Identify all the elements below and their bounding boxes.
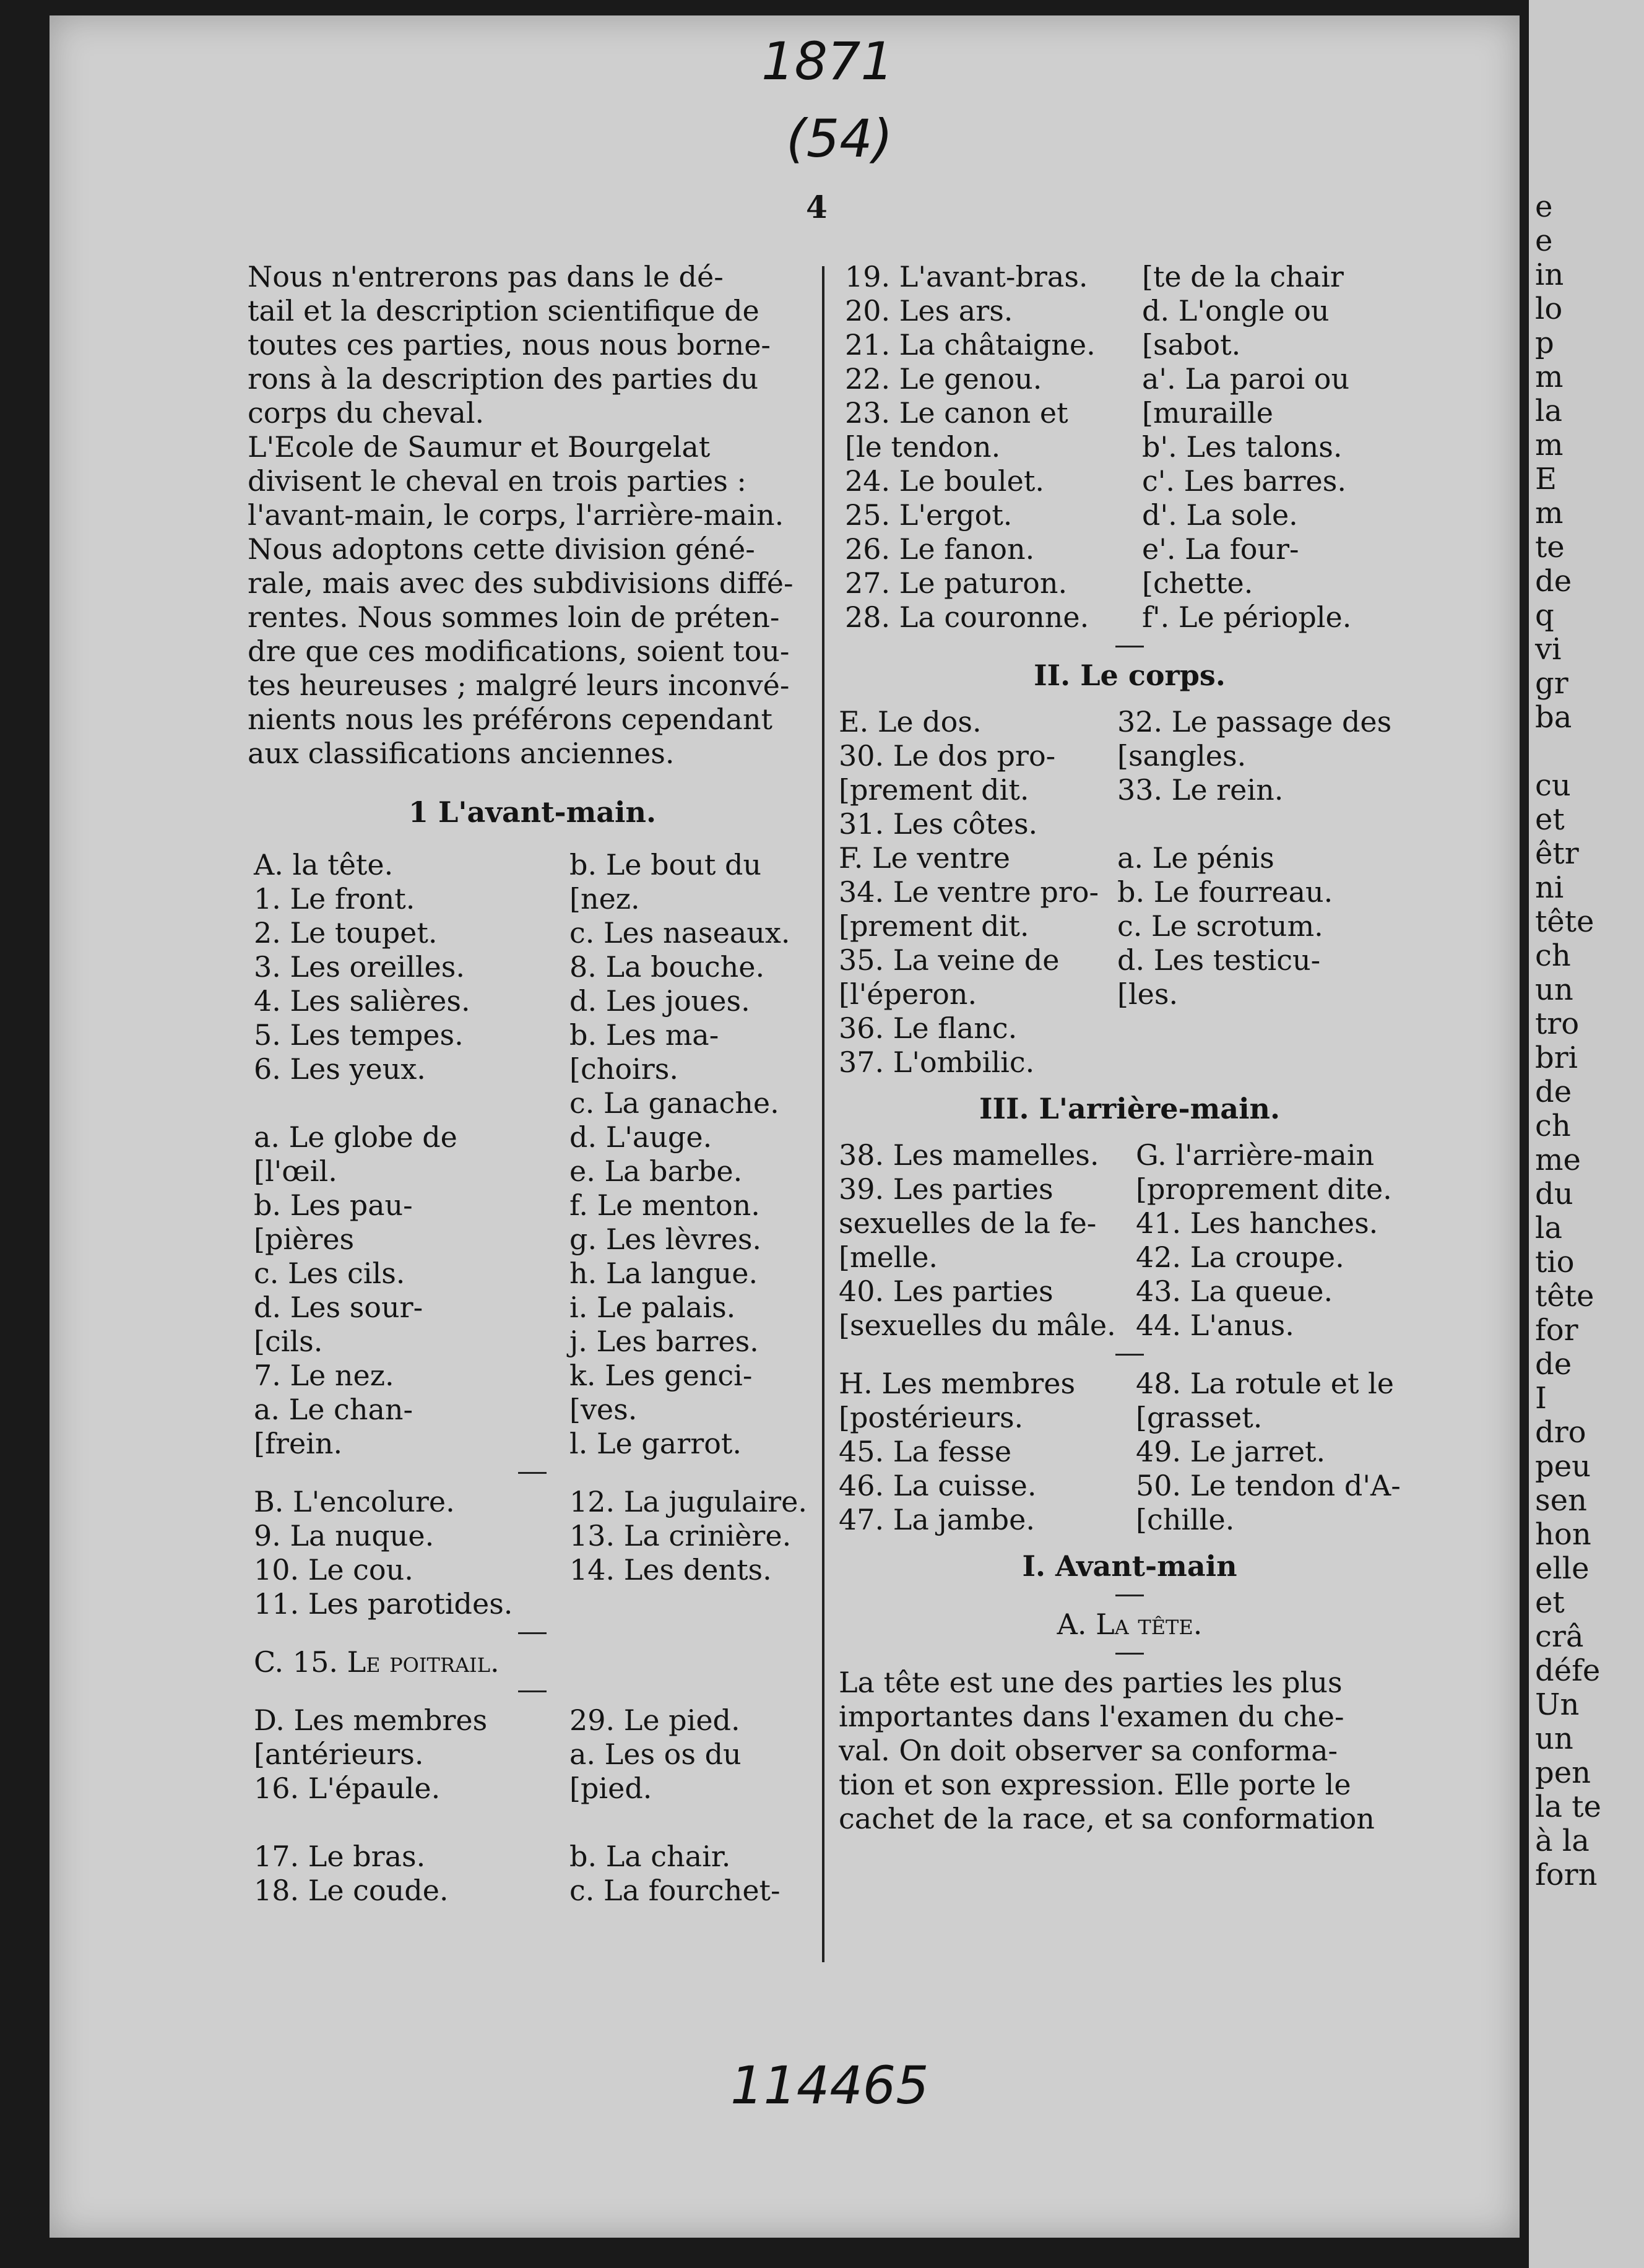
left-entry: 10. Le cou. bbox=[254, 1553, 413, 1586]
left-entry: 20. Les ars. bbox=[845, 294, 1013, 327]
left-entry: 36. Le flanc. bbox=[839, 1011, 1018, 1045]
facing-page-fragment: forn bbox=[1535, 1858, 1598, 1892]
right-entry: a'. La paroi ou bbox=[1142, 362, 1350, 396]
intro-line: dre que ces modifications, soient tou- bbox=[248, 634, 790, 668]
tete-paragraph bbox=[839, 1666, 1421, 1836]
intro-line: corps du cheval. bbox=[248, 396, 485, 430]
facing-page-fragment: ch bbox=[1535, 1109, 1571, 1143]
left-entry: [postérieurs. bbox=[839, 1401, 1024, 1434]
list-row bbox=[839, 260, 1421, 294]
right-entry: g. Les lèvres. bbox=[569, 1223, 762, 1256]
right-entry: 43. La queue. bbox=[1136, 1275, 1333, 1308]
intro-line: toutes ces parties, nous nous borne- bbox=[248, 328, 771, 361]
list-row bbox=[839, 430, 1421, 464]
list-row bbox=[248, 1359, 817, 1393]
right-entry: d. Les testicu- bbox=[1117, 943, 1321, 977]
arriere-list bbox=[839, 1138, 1421, 1343]
right-entry: 42. La croupe. bbox=[1136, 1240, 1344, 1274]
list-row bbox=[839, 1435, 1421, 1469]
facing-page-fragment: de bbox=[1535, 1347, 1572, 1382]
left-entry: d. Les sour- bbox=[254, 1291, 423, 1324]
tete-line: val. On doit observer sa conforma- bbox=[839, 1734, 1338, 1767]
facing-page-fragment: la bbox=[1535, 394, 1562, 428]
left-entry: 1. Le front. bbox=[254, 882, 415, 915]
facing-page-fragment: in bbox=[1535, 258, 1564, 292]
list-row bbox=[248, 1772, 817, 1806]
handwritten-bracket: (54) bbox=[786, 108, 893, 169]
divider-dash bbox=[1115, 646, 1144, 647]
left-entry: [cils. bbox=[254, 1325, 323, 1358]
left-entry: 37. L'ombilic. bbox=[839, 1045, 1035, 1079]
col2-top-list bbox=[839, 260, 1421, 634]
intro-line: tail et la description scientifique de bbox=[248, 294, 759, 327]
intro-line: divisent le cheval en trois parties : bbox=[248, 464, 746, 498]
list-row bbox=[248, 1086, 817, 1120]
facing-page-fragment: tête bbox=[1535, 1279, 1594, 1314]
list-row bbox=[839, 977, 1421, 1011]
left-entry: c. Les cils. bbox=[254, 1257, 405, 1290]
facing-page-fragment: I bbox=[1535, 1381, 1547, 1416]
tete-line: cachet de la race, et sa conformation bbox=[839, 1802, 1375, 1835]
left-entry: [prement dit. bbox=[839, 909, 1029, 943]
heading-avant-main: 1 L'avant-main. bbox=[409, 795, 656, 829]
list-row bbox=[839, 1469, 1421, 1503]
intro-line: L'Ecole de Saumur et Bourgelat bbox=[248, 430, 711, 464]
facing-page-fragment: e bbox=[1535, 189, 1553, 224]
list-row bbox=[839, 1503, 1421, 1537]
heading-arriere: III. L'arrière-main. bbox=[979, 1092, 1281, 1125]
facing-page-fragment: bri bbox=[1535, 1041, 1578, 1075]
intro-line: l'avant-main, le corps, l'arrière-main. bbox=[248, 498, 784, 532]
list-row bbox=[839, 1011, 1421, 1045]
right-entry: [chille. bbox=[1136, 1503, 1235, 1536]
left-entry: 35. La veine de bbox=[839, 943, 1060, 977]
intro-line: aux classifications anciennes. bbox=[248, 737, 675, 770]
divider-dash bbox=[518, 1632, 547, 1634]
right-entry: [choirs. bbox=[569, 1052, 678, 1086]
section-c: C. 15. Le poitrail. bbox=[254, 1645, 500, 1679]
right-entry: [nez. bbox=[569, 882, 640, 915]
list-row bbox=[248, 1291, 817, 1325]
list-row bbox=[839, 807, 1421, 841]
section-d-list bbox=[248, 1703, 817, 1908]
facing-page-fragment: hon bbox=[1535, 1517, 1591, 1552]
list-row bbox=[248, 1120, 817, 1154]
list-row bbox=[839, 1172, 1421, 1206]
list-row bbox=[248, 1519, 817, 1553]
heading-a-tete: A. La tête. bbox=[1057, 1608, 1203, 1641]
right-entry: 14. Les dents. bbox=[569, 1553, 772, 1586]
right-entry: 50. Le tendon d'A- bbox=[1136, 1469, 1401, 1502]
left-entry: sexuelles de la fe- bbox=[839, 1206, 1097, 1240]
left-entry: 21. La châtaigne. bbox=[845, 328, 1096, 361]
intro-line: Nous n'entrerons pas dans le dé- bbox=[248, 260, 724, 293]
right-entry: 12. La jugulaire. bbox=[569, 1485, 808, 1518]
left-entry: 24. Le boulet. bbox=[845, 464, 1044, 498]
list-row bbox=[248, 1703, 817, 1738]
tete-line: tion et son expression. Elle porte le bbox=[839, 1768, 1351, 1801]
list-row bbox=[248, 1052, 817, 1086]
left-entry: 28. La couronne. bbox=[845, 600, 1089, 634]
list-row bbox=[248, 882, 817, 916]
list-row bbox=[248, 1427, 817, 1461]
left-entry: 16. L'épaule. bbox=[254, 1772, 441, 1805]
right-entry: j. Les barres. bbox=[569, 1325, 759, 1358]
list-row bbox=[839, 396, 1421, 430]
list-row bbox=[839, 294, 1421, 328]
list-row bbox=[839, 532, 1421, 566]
right-entry: c'. Les barres. bbox=[1142, 464, 1346, 498]
list-row bbox=[248, 1738, 817, 1772]
facing-page-fragment: pen bbox=[1535, 1755, 1591, 1790]
page-number: 4 bbox=[806, 189, 828, 225]
right-entry: a. Les os du bbox=[569, 1738, 742, 1771]
left-entry: [l'éperon. bbox=[839, 977, 977, 1011]
divider-dash bbox=[518, 1472, 547, 1474]
right-entry: [les. bbox=[1117, 977, 1179, 1011]
right-entry: G. l'arrière-main bbox=[1136, 1138, 1375, 1172]
left-entry: E. Le dos. bbox=[839, 705, 982, 738]
left-entry: 26. Le fanon. bbox=[845, 532, 1035, 566]
left-entry: 38. Les mamelles. bbox=[839, 1138, 1099, 1172]
left-entry: 5. Les tempes. bbox=[254, 1018, 464, 1052]
list-row bbox=[248, 1806, 817, 1840]
list-row bbox=[839, 705, 1421, 739]
corps-list bbox=[839, 705, 1421, 1080]
right-column bbox=[839, 260, 1421, 1836]
left-entry: 11. Les parotides. bbox=[254, 1587, 513, 1621]
left-entry: 40. Les parties bbox=[839, 1275, 1053, 1308]
handwritten-year: 1871 bbox=[761, 31, 894, 92]
list-row bbox=[839, 1367, 1421, 1401]
left-entry: 45. La fesse bbox=[839, 1435, 1012, 1468]
heading-corps: II. Le corps. bbox=[1034, 659, 1226, 692]
facing-page-fragment: ch bbox=[1535, 938, 1571, 973]
left-column bbox=[248, 260, 817, 1908]
left-entry: [pières bbox=[254, 1223, 355, 1256]
list-row bbox=[839, 739, 1421, 773]
list-row bbox=[839, 875, 1421, 909]
left-entry: 6. Les yeux. bbox=[254, 1052, 426, 1086]
left-entry: [melle. bbox=[839, 1240, 938, 1274]
right-entry: [proprement dite. bbox=[1136, 1172, 1392, 1206]
left-entry: 22. Le genou. bbox=[845, 362, 1042, 396]
left-entry: [l'œil. bbox=[254, 1154, 337, 1188]
list-row bbox=[248, 1874, 817, 1908]
left-entry: 25. L'ergot. bbox=[845, 498, 1013, 532]
left-entry: [frein. bbox=[254, 1427, 343, 1460]
list-row bbox=[248, 950, 817, 984]
facing-page-fragment: cu bbox=[1535, 768, 1571, 803]
left-entry: 23. Le canon et bbox=[845, 396, 1068, 430]
left-entry: 27. Le paturon. bbox=[845, 566, 1068, 600]
list-row bbox=[839, 464, 1421, 498]
facing-page-fragment: ni bbox=[1535, 870, 1564, 905]
facing-page-fragment: elle bbox=[1535, 1551, 1590, 1586]
facing-page-fragment: sen bbox=[1535, 1483, 1587, 1518]
facing-page-fragment: tête bbox=[1535, 904, 1594, 939]
facing-page-fragment: ba bbox=[1535, 700, 1572, 735]
heading-i-avant-main: I. Avant-main bbox=[1022, 1549, 1237, 1583]
facing-page-fragment: de bbox=[1535, 1075, 1572, 1109]
right-entry: [sangles. bbox=[1117, 739, 1247, 773]
divider-dash bbox=[518, 1690, 547, 1692]
facing-page-fragment: défe bbox=[1535, 1653, 1601, 1688]
left-entry: [sexuelles du mâle. bbox=[839, 1309, 1116, 1342]
left-entry: 46. La cuisse. bbox=[839, 1469, 1037, 1502]
section-b-list bbox=[248, 1485, 817, 1621]
intro-line: tes heureuses ; malgré leurs inconvé- bbox=[248, 669, 790, 702]
divider-dash bbox=[1115, 1595, 1144, 1596]
list-row bbox=[839, 1206, 1421, 1240]
facing-page-fragment: la te bbox=[1535, 1790, 1601, 1824]
right-entry: k. Les genci- bbox=[569, 1359, 753, 1392]
left-entry: a. Le globe de bbox=[254, 1120, 457, 1154]
right-entry: b. La chair. bbox=[569, 1840, 731, 1873]
left-entry: 17. Le bras. bbox=[254, 1840, 426, 1873]
right-entry: b. Les ma- bbox=[569, 1018, 719, 1052]
facing-page-fragment: vi bbox=[1535, 632, 1562, 667]
left-entry: 19. L'avant-bras. bbox=[845, 260, 1088, 293]
right-entry: [sabot. bbox=[1142, 328, 1241, 361]
tete-line: La tête est une des parties les plus bbox=[839, 1666, 1343, 1699]
right-entry: d. L'auge. bbox=[569, 1120, 712, 1154]
list-row bbox=[248, 1325, 817, 1359]
section-a-list bbox=[248, 848, 817, 1461]
facing-page-fragment: et bbox=[1535, 802, 1565, 837]
left-entry: F. Le ventre bbox=[839, 841, 1010, 875]
left-entry: [antérieurs. bbox=[254, 1738, 424, 1771]
intro-line: rons à la description des parties du bbox=[248, 362, 759, 396]
right-entry: [chette. bbox=[1142, 566, 1253, 600]
facing-page-fragment: m bbox=[1535, 496, 1564, 530]
facing-page-fragment: E bbox=[1535, 462, 1557, 496]
intro-line: Nous adoptons cette division géné- bbox=[248, 532, 755, 566]
list-row bbox=[839, 1045, 1421, 1080]
left-entry: b. Les pau- bbox=[254, 1188, 413, 1222]
left-entry: 39. Les parties bbox=[839, 1172, 1053, 1206]
right-entry: c. Les naseaux. bbox=[569, 916, 790, 950]
list-row bbox=[839, 1309, 1421, 1343]
left-entry: 47. La jambe. bbox=[839, 1503, 1035, 1536]
facing-page-fragment: un bbox=[1535, 1721, 1573, 1756]
right-entry: d. Les joues. bbox=[569, 984, 750, 1018]
list-row bbox=[248, 1154, 817, 1188]
facing-page-strip bbox=[1529, 0, 1644, 2268]
facing-page-fragment: m bbox=[1535, 428, 1564, 462]
list-row bbox=[248, 1257, 817, 1291]
right-entry: d. L'ongle ou bbox=[1142, 294, 1330, 327]
list-row bbox=[839, 498, 1421, 532]
right-entry: 33. Le rein. bbox=[1117, 773, 1284, 807]
left-entry: [prement dit. bbox=[839, 773, 1029, 807]
facing-page-fragment: à la bbox=[1535, 1824, 1590, 1858]
facing-page-fragment: tio bbox=[1535, 1245, 1575, 1279]
left-entry: a. Le chan- bbox=[254, 1393, 413, 1426]
right-entry: 8. La bouche. bbox=[569, 950, 765, 984]
left-entry: 4. Les salières. bbox=[254, 984, 470, 1018]
facing-page-fragment: un bbox=[1535, 972, 1573, 1007]
intro-paragraph bbox=[248, 260, 817, 771]
list-row bbox=[839, 566, 1421, 600]
list-row bbox=[839, 909, 1421, 943]
facing-page-fragment: q bbox=[1535, 598, 1554, 633]
intro-line: nients nous les préférons cependant bbox=[248, 703, 772, 736]
list-row bbox=[839, 1401, 1421, 1435]
left-entry: 34. Le ventre pro- bbox=[839, 875, 1099, 909]
right-entry: 29. Le pied. bbox=[569, 1703, 740, 1737]
right-entry: 32. Le passage des bbox=[1117, 705, 1392, 738]
left-entry: B. L'encolure. bbox=[254, 1485, 455, 1518]
facing-page-fragment: lo bbox=[1535, 292, 1563, 326]
list-row bbox=[248, 1018, 817, 1052]
facing-page-fragment: du bbox=[1535, 1177, 1573, 1211]
right-entry: b'. Les talons. bbox=[1142, 430, 1343, 464]
handwritten-bottom: 114465 bbox=[730, 2055, 929, 2116]
column-divider bbox=[822, 266, 824, 1962]
left-entry: D. Les membres bbox=[254, 1703, 488, 1737]
list-row bbox=[248, 1553, 817, 1587]
left-entry: 3. Les oreilles. bbox=[254, 950, 465, 984]
list-row bbox=[248, 1188, 817, 1223]
right-entry: [grasset. bbox=[1136, 1401, 1263, 1434]
left-entry: 9. La nuque. bbox=[254, 1519, 435, 1552]
facing-page-fragment: êtr bbox=[1535, 836, 1579, 871]
membres-posterieurs-list bbox=[839, 1367, 1421, 1537]
list-row bbox=[839, 943, 1421, 977]
list-row bbox=[839, 773, 1421, 807]
facing-page-fragment: m bbox=[1535, 360, 1564, 394]
facing-page-fragment: dro bbox=[1535, 1415, 1586, 1450]
right-entry: f'. Le périople. bbox=[1142, 600, 1352, 634]
list-row bbox=[839, 841, 1421, 875]
facing-page-fragment: for bbox=[1535, 1313, 1578, 1348]
right-entry: i. Le palais. bbox=[569, 1291, 736, 1324]
tete-line: importantes dans l'examen du che- bbox=[839, 1700, 1344, 1733]
right-entry: e. La barbe. bbox=[569, 1154, 743, 1188]
left-entry: 30. Le dos pro- bbox=[839, 739, 1056, 773]
right-entry: 48. La rotule et le bbox=[1136, 1367, 1394, 1400]
right-entry: [te de la chair bbox=[1142, 260, 1344, 293]
left-entry: A. la tête. bbox=[254, 848, 394, 881]
right-entry: [pied. bbox=[569, 1772, 652, 1805]
list-row bbox=[839, 600, 1421, 634]
list-row bbox=[839, 362, 1421, 396]
facing-page-fragment: gr bbox=[1535, 666, 1568, 701]
right-entry: 49. Le jarret. bbox=[1136, 1435, 1326, 1468]
right-entry: e'. La four- bbox=[1142, 532, 1299, 566]
right-entry: c. Le scrotum. bbox=[1117, 909, 1323, 943]
intro-line: rentes. Nous sommes loin de préten- bbox=[248, 600, 780, 634]
left-entry: 7. Le nez. bbox=[254, 1359, 394, 1392]
list-row bbox=[248, 1485, 817, 1519]
list-row bbox=[839, 1275, 1421, 1309]
list-row bbox=[248, 848, 817, 882]
facing-page-fragment: p bbox=[1535, 326, 1554, 360]
facing-page-fragment: et bbox=[1535, 1585, 1565, 1620]
divider-dash bbox=[1115, 1653, 1144, 1655]
right-entry: 44. L'anus. bbox=[1136, 1309, 1294, 1342]
right-entry: f. Le menton. bbox=[569, 1188, 760, 1222]
intro-line: rale, mais avec des subdivisions diffé- bbox=[248, 566, 794, 600]
list-row bbox=[248, 984, 817, 1018]
right-entry: a. Le pénis bbox=[1117, 841, 1274, 875]
right-entry: d'. La sole. bbox=[1142, 498, 1298, 532]
facing-page-fragment: e bbox=[1535, 223, 1553, 258]
facing-page-fragment: crâ bbox=[1535, 1619, 1584, 1654]
list-row bbox=[839, 1138, 1421, 1172]
right-entry: l. Le garrot. bbox=[569, 1427, 742, 1460]
list-row bbox=[248, 1840, 817, 1874]
left-entry: 2. Le toupet. bbox=[254, 916, 438, 950]
left-entry: [le tendon. bbox=[845, 430, 1001, 464]
right-entry: h. La langue. bbox=[569, 1257, 758, 1290]
right-entry: b. Le bout du bbox=[569, 848, 762, 881]
right-entry: b. Le fourreau. bbox=[1117, 875, 1333, 909]
list-row bbox=[839, 1240, 1421, 1275]
left-entry: 18. Le coude. bbox=[254, 1874, 449, 1907]
facing-page-fragment: tro bbox=[1535, 1006, 1580, 1041]
list-row bbox=[248, 1393, 817, 1427]
list-row bbox=[248, 1587, 817, 1621]
right-entry: c. La ganache. bbox=[569, 1086, 779, 1120]
facing-page-fragment: de bbox=[1535, 564, 1572, 599]
right-entry: c. La fourchet- bbox=[569, 1874, 781, 1907]
right-entry: 41. Les hanches. bbox=[1136, 1206, 1378, 1240]
right-entry: 13. La crinière. bbox=[569, 1519, 792, 1552]
left-entry: H. Les membres bbox=[839, 1367, 1076, 1400]
right-entry: [muraille bbox=[1142, 396, 1273, 430]
left-entry: 31. Les côtes. bbox=[839, 807, 1038, 841]
facing-page-fragment: Un bbox=[1535, 1687, 1580, 1722]
facing-page-fragment: te bbox=[1535, 530, 1565, 565]
list-row bbox=[248, 916, 817, 950]
facing-page-fragment: la bbox=[1535, 1211, 1562, 1245]
facing-page-fragment: peu bbox=[1535, 1449, 1591, 1484]
right-entry: [ves. bbox=[569, 1393, 638, 1426]
divider-dash bbox=[1115, 1354, 1144, 1356]
list-row bbox=[248, 1223, 817, 1257]
facing-page-fragment: me bbox=[1535, 1143, 1581, 1177]
list-row bbox=[839, 328, 1421, 362]
